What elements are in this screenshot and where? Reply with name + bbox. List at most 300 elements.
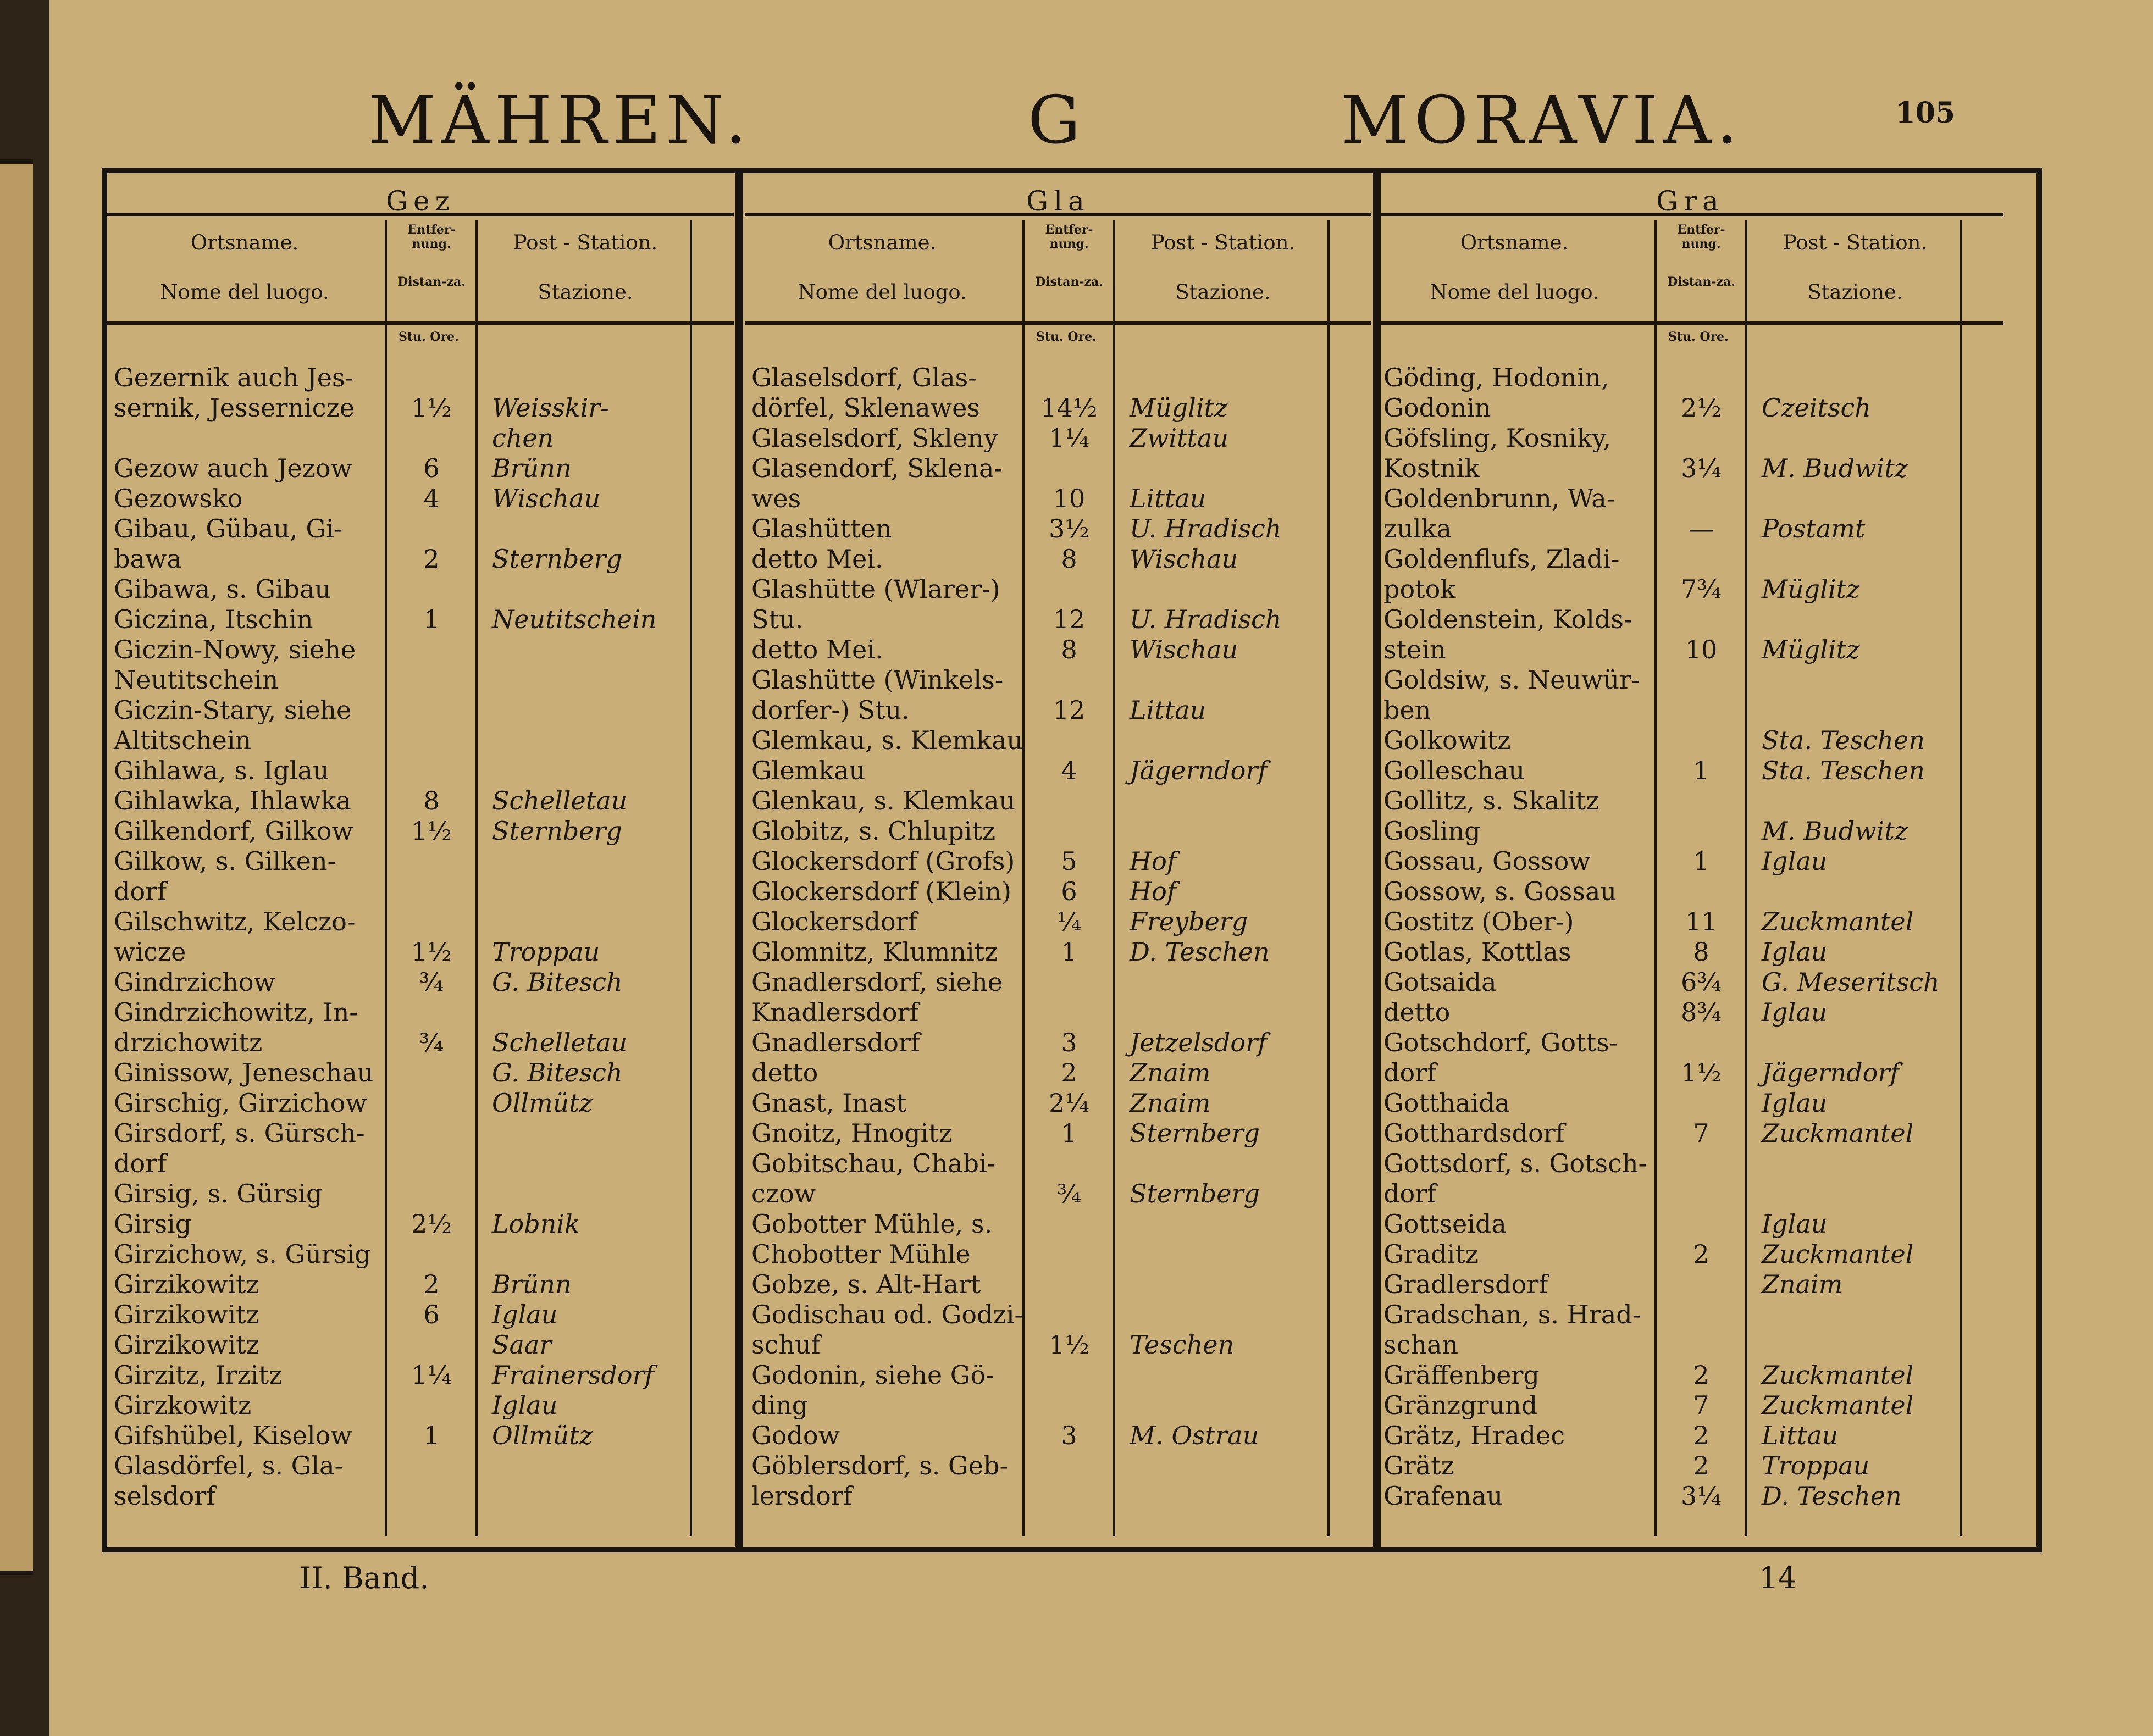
post-station: Iglau bbox=[1762, 937, 1828, 967]
place-name: Glashütte (Wlarer-) bbox=[751, 574, 1000, 604]
table-row bbox=[745, 816, 1371, 846]
distance-value: 4 bbox=[1061, 756, 1077, 785]
column-section-gez bbox=[107, 173, 734, 1547]
place-name: Gifshübel, Kiselow bbox=[114, 1421, 352, 1450]
place-name: Neutitschein bbox=[114, 665, 279, 695]
place-name: Goldenstein, Kolds- bbox=[1383, 604, 1632, 634]
distance-value: 2 bbox=[1693, 1421, 1709, 1450]
distance-value: 4 bbox=[423, 484, 440, 513]
header-name-it: Nome del luogo. bbox=[798, 280, 967, 304]
place-name: Stu. bbox=[751, 604, 804, 634]
table-row bbox=[1377, 423, 2003, 453]
place-name: Golkowitz bbox=[1383, 725, 1511, 755]
table-row bbox=[745, 1088, 1371, 1118]
table-row bbox=[745, 1481, 1371, 1511]
place-name: ding bbox=[751, 1390, 809, 1420]
table-row bbox=[1377, 574, 2003, 604]
place-name: Godischau od. Godzi- bbox=[751, 1300, 1023, 1329]
place-name: Gossow, s. Gossau bbox=[1383, 877, 1617, 906]
table-row bbox=[1377, 1088, 2003, 1118]
distance-value: 8 bbox=[1061, 544, 1077, 574]
post-station: Hof bbox=[1130, 846, 1176, 876]
table-row bbox=[745, 786, 1371, 816]
post-station: Lobnik bbox=[492, 1209, 580, 1239]
table-row bbox=[107, 1088, 734, 1118]
place-name: Knadlersdorf bbox=[751, 997, 919, 1027]
table-row bbox=[745, 574, 1371, 604]
post-station: Sternberg bbox=[492, 816, 622, 846]
place-name: Gobotter Mühle, s. bbox=[751, 1209, 993, 1239]
place-name: Grätz bbox=[1383, 1451, 1454, 1480]
post-station: Wischau bbox=[1130, 544, 1238, 574]
header-name-de: Ortsname. bbox=[190, 231, 299, 254]
post-station: Iglau bbox=[1762, 997, 1828, 1027]
place-name: Globitz, s. Chlupitz bbox=[751, 816, 996, 846]
place-name: Gezow auch Jezow bbox=[114, 453, 352, 483]
table-row bbox=[107, 725, 734, 756]
table-row bbox=[107, 1360, 734, 1390]
distance-value: 1 bbox=[1061, 937, 1077, 967]
place-name: Gräffenberg bbox=[1383, 1360, 1540, 1390]
post-station: Sta. Teschen bbox=[1762, 756, 1925, 785]
place-name: Girschig, Girzichow bbox=[114, 1088, 367, 1118]
distance-value: 12 bbox=[1053, 695, 1086, 725]
place-name: stein bbox=[1383, 635, 1446, 664]
distance-value: 1 bbox=[1693, 846, 1709, 876]
table-row bbox=[1377, 1421, 2003, 1451]
table-row bbox=[107, 907, 734, 937]
distance-value: 2 bbox=[1693, 1360, 1709, 1390]
post-station: Jetzelsdorf bbox=[1130, 1028, 1268, 1057]
place-name: bawa bbox=[114, 544, 182, 574]
table-row bbox=[107, 997, 734, 1028]
post-station: Zuckmantel bbox=[1762, 1390, 1914, 1420]
place-name: Glockersdorf bbox=[751, 907, 917, 936]
header-letter: G bbox=[1028, 82, 1086, 159]
distance-value: 2 bbox=[423, 544, 440, 574]
table-row bbox=[107, 1269, 734, 1300]
distance-value: ¾ bbox=[1056, 1179, 1082, 1208]
place-name: Gostitz (Ober-) bbox=[1383, 907, 1574, 936]
place-name: Gezernik auch Jes- bbox=[114, 363, 354, 392]
place-name: Girsdorf, s. Gürsch- bbox=[114, 1118, 365, 1148]
place-name: Girzichow, s. Gürsig bbox=[114, 1239, 371, 1269]
place-name: Gindrzichowitz, In- bbox=[114, 997, 358, 1027]
place-name: Goldsiw, s. Neuwür- bbox=[1383, 665, 1640, 695]
table-row bbox=[1377, 1360, 2003, 1390]
post-station: Zuckmantel bbox=[1762, 1239, 1914, 1269]
place-name: Goldenbrunn, Wa- bbox=[1383, 484, 1615, 513]
place-name: detto Mei. bbox=[751, 635, 883, 664]
post-station: Weisskir- bbox=[492, 393, 609, 423]
place-name: Gnoitz, Hnogitz bbox=[751, 1118, 953, 1148]
post-station: Brünn bbox=[492, 453, 572, 483]
table-row bbox=[745, 514, 1371, 544]
table-row bbox=[745, 635, 1371, 665]
place-name: Godonin, siehe Gö- bbox=[751, 1360, 994, 1390]
table-row bbox=[1377, 1209, 2003, 1239]
distance-value: 1 bbox=[423, 604, 440, 634]
distance-value: 2½ bbox=[411, 1209, 452, 1239]
header-post-it: Stazione. bbox=[538, 280, 633, 304]
post-station: U. Hradisch bbox=[1130, 604, 1282, 634]
post-station: Iglau bbox=[1762, 1209, 1828, 1239]
place-name: Göding, Hodonin, bbox=[1383, 363, 1609, 392]
distance-value: 1¼ bbox=[1049, 423, 1089, 453]
post-station: Schelletau bbox=[492, 786, 628, 816]
table-row bbox=[107, 363, 734, 393]
table-row bbox=[745, 1360, 1371, 1390]
section-heading: Gez bbox=[107, 185, 734, 216]
header-right-title: MORAVIA. bbox=[1341, 82, 1744, 159]
table-row bbox=[745, 544, 1371, 574]
column-headers bbox=[1377, 220, 2003, 325]
post-station: Hof bbox=[1130, 877, 1176, 906]
section-heading: Gra bbox=[1377, 185, 2003, 216]
column-section-gla bbox=[745, 173, 1371, 1547]
distance-value: ¾ bbox=[419, 1028, 444, 1057]
distance-value: 1½ bbox=[1681, 1058, 1722, 1088]
table-row bbox=[107, 514, 734, 544]
header-name-it: Nome del luogo. bbox=[1430, 280, 1599, 304]
place-name: czow bbox=[751, 1179, 816, 1208]
table-row bbox=[745, 1179, 1371, 1209]
place-name: Chobotter Mühle bbox=[751, 1239, 971, 1269]
table-row bbox=[107, 756, 734, 786]
table-row bbox=[107, 1058, 734, 1088]
table-row bbox=[1377, 635, 2003, 665]
place-name: Gotthardsdorf bbox=[1383, 1118, 1565, 1148]
distance-value: ¼ bbox=[1056, 907, 1082, 936]
place-name: drzichowitz bbox=[114, 1028, 263, 1057]
header-dist-de: Entfer-nung. bbox=[1045, 223, 1093, 251]
place-name: Glomnitz, Klumnitz bbox=[751, 937, 998, 967]
place-name: Grafenau bbox=[1383, 1481, 1503, 1511]
post-station: Müglitz bbox=[1762, 635, 1860, 664]
table-row bbox=[745, 967, 1371, 997]
table-row bbox=[745, 1209, 1371, 1239]
post-station: Ollmütz bbox=[492, 1088, 593, 1118]
post-station: D. Teschen bbox=[1762, 1481, 1902, 1511]
distance-value: 6 bbox=[423, 453, 440, 483]
place-name: dorf bbox=[1383, 1058, 1437, 1088]
post-station: Sternberg bbox=[492, 544, 622, 574]
units-label: Stu. Ore. bbox=[1668, 330, 1729, 344]
place-name: Glasdörfel, s. Gla- bbox=[114, 1451, 344, 1480]
header-dist-it: Distan-za. bbox=[1035, 275, 1103, 289]
place-name: Gezowsko bbox=[114, 484, 243, 513]
place-name: detto bbox=[1383, 997, 1451, 1027]
post-station: M. Budwitz bbox=[1762, 816, 1908, 846]
table-row bbox=[1377, 1149, 2003, 1179]
table-row bbox=[107, 695, 734, 725]
distance-value: 12 bbox=[1053, 604, 1086, 634]
table-row bbox=[107, 1390, 734, 1421]
table-row bbox=[107, 786, 734, 816]
place-name: Gobitschau, Chabi- bbox=[751, 1149, 996, 1178]
place-name: Girzitz, Irzitz bbox=[114, 1360, 283, 1390]
post-station: Iglau bbox=[492, 1300, 558, 1329]
table-row bbox=[1377, 484, 2003, 514]
distance-value: 10 bbox=[1685, 635, 1718, 664]
table-row bbox=[745, 695, 1371, 725]
place-name: schuf bbox=[751, 1330, 821, 1360]
place-name: Golleschau bbox=[1383, 756, 1525, 785]
place-name: Giczina, Itschin bbox=[114, 604, 313, 634]
facing-page-edge bbox=[0, 159, 33, 1575]
table-row bbox=[107, 1481, 734, 1511]
post-station: Zuckmantel bbox=[1762, 907, 1914, 936]
post-station: Schelletau bbox=[492, 1028, 628, 1057]
table-row bbox=[107, 604, 734, 635]
post-station: Postamt bbox=[1762, 514, 1866, 543]
register-table bbox=[102, 168, 2042, 1552]
table-row bbox=[1377, 393, 2003, 423]
table-row bbox=[1377, 1058, 2003, 1088]
table-row bbox=[1377, 846, 2003, 877]
post-station: Znaim bbox=[1130, 1088, 1211, 1118]
place-name: Gottseida bbox=[1383, 1209, 1507, 1239]
header-post-de: Post - Station. bbox=[1783, 231, 1928, 254]
place-name: Gnadlersdorf bbox=[751, 1028, 920, 1057]
table-row bbox=[745, 453, 1371, 484]
place-name: Glockersdorf (Klein) bbox=[751, 877, 1011, 906]
distance-value: 6¾ bbox=[1681, 967, 1722, 997]
place-name: wes bbox=[751, 484, 801, 513]
header-name-it: Nome del luogo. bbox=[160, 280, 329, 304]
place-name: Gihlawa, s. Iglau bbox=[114, 756, 329, 785]
table-row bbox=[1377, 937, 2003, 967]
distance-value: 1½ bbox=[411, 393, 452, 423]
post-station: Iglau bbox=[1762, 846, 1828, 876]
distance-value: 1½ bbox=[1049, 1330, 1089, 1360]
place-name: Glasendorf, Sklena- bbox=[751, 453, 1003, 483]
header-post-it: Stazione. bbox=[1807, 280, 1903, 304]
table-row bbox=[745, 725, 1371, 756]
table-row bbox=[1377, 665, 2003, 695]
table-row bbox=[745, 997, 1371, 1028]
post-station: Littau bbox=[1130, 695, 1206, 725]
place-name: detto Mei. bbox=[751, 544, 883, 574]
place-name: wicze bbox=[114, 937, 186, 967]
distance-value: 3¼ bbox=[1681, 1481, 1722, 1511]
header-post-it: Stazione. bbox=[1175, 280, 1271, 304]
place-name: Glockersdorf (Grofs) bbox=[751, 846, 1015, 876]
signature-mark: 14 bbox=[1759, 1561, 1797, 1595]
table-row bbox=[745, 1118, 1371, 1149]
place-name: schan bbox=[1383, 1330, 1459, 1360]
table-row bbox=[1377, 544, 2003, 574]
place-name: lersdorf bbox=[751, 1481, 853, 1511]
post-station: Iglau bbox=[1762, 1088, 1828, 1118]
table-row bbox=[107, 574, 734, 604]
table-row bbox=[107, 1028, 734, 1058]
table-row bbox=[1377, 1118, 2003, 1149]
place-name: Ginissow, Jeneschau bbox=[114, 1058, 374, 1088]
place-name: Girzkowitz bbox=[114, 1390, 252, 1420]
table-row bbox=[107, 484, 734, 514]
place-name: Gollitz, s. Skalitz bbox=[1383, 786, 1599, 816]
place-name: Gilkow, s. Gilken- bbox=[114, 846, 336, 876]
table-row bbox=[745, 1028, 1371, 1058]
volume-label: II. Band. bbox=[300, 1561, 429, 1595]
distance-value: 7 bbox=[1693, 1390, 1709, 1420]
place-name: sernik, Jessernicze bbox=[114, 393, 355, 423]
post-station: Sta. Teschen bbox=[1762, 725, 1925, 755]
place-name: Gilkendorf, Gilkow bbox=[114, 816, 353, 846]
table-row bbox=[745, 1330, 1371, 1360]
page-number: 105 bbox=[1895, 96, 1955, 130]
post-station: Müglitz bbox=[1130, 393, 1228, 423]
table-row bbox=[1377, 816, 2003, 846]
distance-value: 1½ bbox=[411, 937, 452, 967]
column-headers bbox=[745, 220, 1371, 325]
place-name: Gilschwitz, Kelczo- bbox=[114, 907, 356, 936]
distance-value: 3½ bbox=[1049, 514, 1089, 543]
table-row bbox=[107, 393, 734, 423]
place-name: dorf bbox=[114, 1149, 167, 1178]
place-name: Glashütte (Winkels- bbox=[751, 665, 1004, 695]
place-name: Glaselsdorf, Skleny bbox=[751, 423, 998, 453]
distance-value: 1 bbox=[423, 1421, 440, 1450]
post-station: Ollmütz bbox=[492, 1421, 593, 1450]
post-station: G. Bitesch bbox=[492, 967, 623, 997]
place-name: Gotschdorf, Gotts- bbox=[1383, 1028, 1618, 1057]
header-dist-de: Entfer-nung. bbox=[1677, 223, 1725, 251]
distance-value: 3 bbox=[1061, 1028, 1077, 1057]
place-name: Gosling bbox=[1383, 816, 1481, 846]
table-row bbox=[1377, 604, 2003, 635]
distance-value: 2 bbox=[1693, 1239, 1709, 1269]
distance-value: 8 bbox=[1061, 635, 1077, 664]
post-station: Frainersdorf bbox=[492, 1360, 654, 1390]
table-row bbox=[745, 1149, 1371, 1179]
place-name: Gihlawka, Ihlawka bbox=[114, 786, 351, 816]
table-row bbox=[745, 604, 1371, 635]
place-name: ben bbox=[1383, 695, 1431, 725]
distance-value: 14½ bbox=[1040, 393, 1098, 423]
post-station: Zuckmantel bbox=[1762, 1118, 1914, 1148]
table-row bbox=[107, 877, 734, 907]
table-row bbox=[745, 665, 1371, 695]
post-station: U. Hradisch bbox=[1130, 514, 1282, 543]
post-station: G. Meseritsch bbox=[1762, 967, 1940, 997]
post-station: Littau bbox=[1762, 1421, 1839, 1450]
place-name: Gränzgrund bbox=[1383, 1390, 1538, 1420]
distance-value: 11 bbox=[1685, 907, 1718, 936]
place-name: Grätz, Hradec bbox=[1383, 1421, 1565, 1450]
header-post-de: Post - Station. bbox=[1150, 231, 1296, 254]
place-name: Kostnik bbox=[1383, 453, 1480, 483]
post-station: Wischau bbox=[492, 484, 601, 513]
table-row bbox=[1377, 997, 2003, 1028]
post-station: Brünn bbox=[492, 1269, 572, 1299]
post-station: Neutitschein bbox=[492, 604, 657, 634]
table-row bbox=[1377, 1028, 2003, 1058]
place-name: Göblersdorf, s. Geb- bbox=[751, 1451, 1008, 1480]
table-row bbox=[107, 1209, 734, 1239]
table-row bbox=[1377, 1390, 2003, 1421]
header-dist-de: Entfer-nung. bbox=[407, 223, 456, 251]
header-dist-it: Distan-za. bbox=[1667, 275, 1735, 289]
table-row bbox=[107, 453, 734, 484]
place-name: Gotthaida bbox=[1383, 1088, 1510, 1118]
place-name: Gotlas, Kottlas bbox=[1383, 937, 1571, 967]
place-name: Gossau, Gossow bbox=[1383, 846, 1591, 876]
table-row bbox=[107, 1300, 734, 1330]
place-name: Girsig bbox=[114, 1209, 192, 1239]
post-station: Czeitsch bbox=[1762, 393, 1871, 423]
distance-value: 2 bbox=[1061, 1058, 1077, 1088]
header-post-de: Post - Station. bbox=[513, 231, 658, 254]
table-row bbox=[745, 1058, 1371, 1088]
post-station: Teschen bbox=[1130, 1330, 1235, 1360]
table-row bbox=[745, 363, 1371, 393]
place-name: dörfel, Sklenawes bbox=[751, 393, 980, 423]
post-station: Jägerndorf bbox=[1762, 1058, 1900, 1088]
place-name: Giczin-Stary, siehe bbox=[114, 695, 352, 725]
distance-value: 2 bbox=[423, 1269, 440, 1299]
table-row bbox=[1377, 1481, 2003, 1511]
table-row bbox=[1377, 514, 2003, 544]
distance-value: 2½ bbox=[1681, 393, 1722, 423]
table-row bbox=[1377, 363, 2003, 393]
header-dist-it: Distan-za. bbox=[397, 275, 466, 289]
post-station: Troppau bbox=[492, 937, 600, 967]
table-row bbox=[1377, 877, 2003, 907]
table-row bbox=[745, 484, 1371, 514]
place-name: Gindrzichow bbox=[114, 967, 275, 997]
post-station: Znaim bbox=[1762, 1269, 1843, 1299]
table-row bbox=[1377, 907, 2003, 937]
table-row bbox=[1377, 1300, 2003, 1330]
place-name: Glemkau, s. Klemkau bbox=[751, 725, 1023, 755]
table-row bbox=[107, 1118, 734, 1149]
place-name: dorfer-) Stu. bbox=[751, 695, 910, 725]
table-row bbox=[107, 635, 734, 665]
table-row bbox=[1377, 453, 2003, 484]
table-row bbox=[745, 1390, 1371, 1421]
place-name: Godow bbox=[751, 1421, 840, 1450]
distance-value: 8 bbox=[423, 786, 440, 816]
table-row bbox=[1377, 756, 2003, 786]
place-name: potok bbox=[1383, 574, 1456, 604]
distance-value: 7¾ bbox=[1681, 574, 1722, 604]
table-row bbox=[1377, 1269, 2003, 1300]
distance-value: 1 bbox=[1693, 756, 1709, 785]
units-label: Stu. Ore. bbox=[1036, 330, 1097, 344]
table-row bbox=[1377, 725, 2003, 756]
table-row bbox=[107, 1239, 734, 1269]
post-station: Müglitz bbox=[1762, 574, 1860, 604]
table-row bbox=[745, 877, 1371, 907]
table-row bbox=[1377, 967, 2003, 997]
place-name: selsdorf bbox=[114, 1481, 216, 1511]
table-row bbox=[107, 1421, 734, 1451]
place-name: dorf bbox=[114, 877, 167, 906]
place-name: Göfsling, Kosniky, bbox=[1383, 423, 1611, 453]
distance-value: 2¼ bbox=[1049, 1088, 1089, 1118]
header-name-de: Ortsname. bbox=[828, 231, 937, 254]
post-station: chen bbox=[492, 423, 554, 453]
place-name: Glemkau bbox=[751, 756, 866, 785]
place-name: Girzikowitz bbox=[114, 1269, 259, 1299]
table-row bbox=[107, 816, 734, 846]
table-row bbox=[1377, 1179, 2003, 1209]
place-name: Gnast, Inast bbox=[751, 1088, 907, 1118]
table-row bbox=[107, 967, 734, 997]
section-heading: Gla bbox=[745, 185, 1371, 216]
